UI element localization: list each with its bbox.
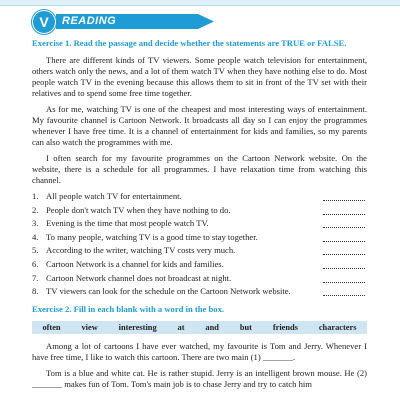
answer-blank[interactable]	[323, 241, 365, 242]
statement-list	[32, 191, 367, 300]
passage-paragraph-1: There are different kinds of TV viewers. Some people watch television for entertainment, others watch only the news, and a lot of them watch TV when they have nothing else to do. Most people watch TV in the evening because this allows them to sit in front of the TV set with their relatives and to spend some free time together.	[32, 55, 367, 98]
statement-item: 5. According to the writer, watching TV costs very much.	[32, 245, 367, 259]
cloze-paragraph-2: Tom is a blue and white cat. He is rather stupid. Jerry is an intelligent brown mouse. He (2) _______ makes fun of Tom. Tom's main job is to chase Jerry and try to catch him	[32, 367, 367, 389]
statement-item: 7. Cartoon Network channel does not broadcast at night.	[32, 273, 367, 287]
passage-paragraph-3: I often search for my favourite programmes on the Cartoon Network website. On the website, there is a schedule for all programmes. I have relaxation time from watching this channel.	[32, 153, 367, 185]
answer-blank[interactable]	[323, 214, 365, 215]
word-box-item: interesting	[118, 322, 157, 332]
word-box-item: view	[81, 322, 98, 332]
answer-blank[interactable]	[323, 254, 365, 255]
top-decorative-bar	[0, 0, 400, 6]
answer-blank[interactable]	[323, 268, 365, 269]
statement-item: 2. People don't watch TV when they have nothing to do.	[32, 205, 367, 219]
worksheet-content	[32, 38, 367, 395]
section-badge: V	[32, 10, 56, 34]
word-box-item: characters	[318, 322, 357, 332]
answer-blank[interactable]	[323, 295, 365, 296]
cloze-paragraph-1: Among a lot of cartoons I have ever watched, my favourite is Tom and Jerry. Whenever I have free time, I like to watch this cartoon. There are two main (1) _______.	[32, 340, 367, 362]
answer-blank[interactable]	[323, 282, 365, 283]
statement-item: 3. Evening is the time that most people watch TV.	[32, 218, 367, 232]
statement-item: 4. To many people, watching TV is a good time to stay together.	[32, 232, 367, 246]
section-title: READING	[62, 15, 117, 27]
answer-blank[interactable]	[323, 227, 365, 228]
exercise1-title: Exercise 1. Read the passage and decide whether the statements are TRUE or FALSE.	[32, 38, 347, 48]
passage-paragraph-2: As for me, watching TV is one of the cheapest and most interesting ways of entertainment. My favourite channel is Cartoon Network. It broadcasts all day so I can enjoy the programmes whenever I have free time. It is a channel of entertainment for kids and families, so my parents can also watch the programmes with me.	[32, 104, 367, 147]
word-box-item: often	[42, 322, 61, 332]
section-header	[32, 10, 372, 32]
word-box	[32, 321, 367, 334]
statement-item: 8. TV viewers can look for the schedule on the Cartoon Network website.	[32, 286, 367, 300]
word-box-item: and	[205, 322, 219, 332]
statement-item: 1. All people watch TV for entertainment.	[32, 191, 367, 205]
word-box-item: friends	[272, 322, 298, 332]
exercise2-title: Exercise 2. Fill in each blank with a word in the box.	[32, 303, 225, 314]
answer-blank[interactable]	[323, 200, 365, 201]
word-box-item: at	[177, 322, 185, 332]
statement-item: 6. Cartoon Network is a channel for kids and families.	[32, 259, 367, 273]
word-box-item: but	[239, 322, 252, 332]
